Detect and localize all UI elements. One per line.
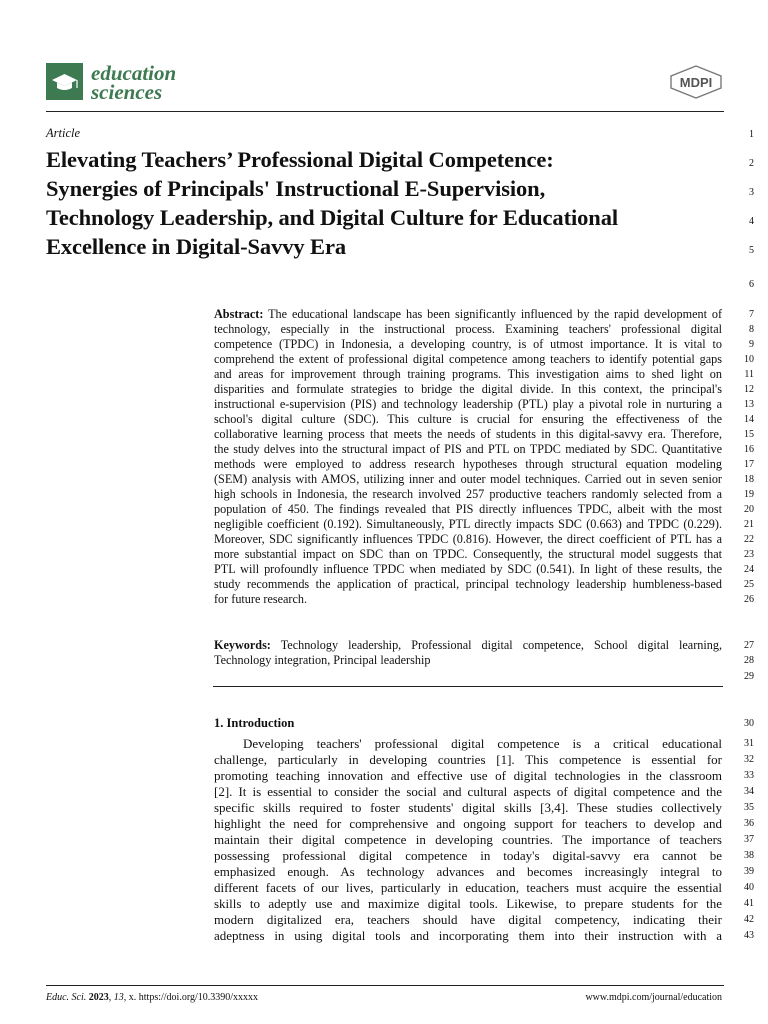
line-number: 14 [744,414,754,425]
journal-name-line1: education [91,61,177,85]
title-line: Excellence in Digital-Savvy Era [46,234,346,259]
abstract-line: the study delves into the structural impact of PIS and PTL on TPDC mediated by SDC. Quantitative [214,442,722,456]
line-number: 15 [744,429,754,440]
abstract-line: population of 450. The findings revealed that PIS directly influences TPDC, albeit with the most [214,502,722,516]
abstract-line: more substantial impact on SDC than on TPDC. Consequently, the structural model suggests that [214,547,722,561]
abstract-line: comprehend the extent of professional digital competence among teachers to identify potential gaps [214,352,722,366]
footer-divider [46,985,724,986]
abstract-line: Moreover, SDC significantly influences TPDC (0.816). However, the direct coefficient of PTL has a [214,532,722,546]
line-number: 39 [744,866,754,877]
abstract-line: disparities and formulate strategies to bridge the digital divide. In this context, the principal's [214,382,722,396]
line-number: 19 [744,489,754,500]
intro-line: possessing professional digital competence in today's digital-savvy era cannot be [214,848,722,863]
abstract-line: instructional e-supervision (PIS) and technology leadership (PTL) play a pivotal role in nurturing a [214,397,722,411]
line-number: 34 [744,786,754,797]
abstract-line: methods were employed to address research hypotheses through structural equation modeling [214,457,722,471]
line-number: 7 [749,309,754,320]
title-line: Technology Leadership, and Digital Culture for Educational [46,205,618,230]
line-number: 31 [744,738,754,749]
line-number: 4 [749,216,754,227]
line-number: 16 [744,444,754,455]
abstract-line: study recommends the application of practical, principal technology leadership humbleness-based [214,577,722,591]
header-divider [46,111,724,112]
abstract-line: PTL will profoundly influence TPDC when mediated by SDC (0.541). In light of these results, the [214,562,722,576]
line-number: 1 [749,129,754,140]
abstract-label: Abstract: [214,307,264,321]
intro-line: maintain their digital competence in developing countries. The importance of teachers [214,832,722,847]
intro-line: specific skills required to foster students' digital skills [3,4]. These studies collectively [214,800,722,815]
article-type-label: Article [46,126,81,140]
title-line: Synergies of Principals' Instructional E-Supervision, [46,176,546,201]
line-number: 24 [744,564,754,575]
line-number: 38 [744,850,754,861]
intro-line: skills to adeptly use and maximize digital tools. Likewise, to prepare students for the [214,896,722,911]
intro-line: [2]. It is essential to consider the social and cultural aspects of digital competence and the [214,784,722,799]
keywords-line: Keywords: Technology leadership, Professional digital competence, School digital learning, [214,638,722,652]
line-number: 23 [744,549,754,560]
journal-logo [46,63,83,100]
abstract-line: negligible coefficient (0.192). Simultaneously, PTL directly impacts SDC (0.663) and TPDC (0.229). [214,517,722,531]
line-number: 37 [744,834,754,845]
line-number: 40 [744,882,754,893]
journal-website-link[interactable]: www.mdpi.com/journal/education [585,992,722,1003]
mdpi-logo [668,65,724,99]
line-number: 41 [744,898,754,909]
line-number: 22 [744,534,754,545]
line-number: 12 [744,384,754,395]
abstract-line: school's digital culture (SDC). This culture is crucial for ensuring the effectiveness of the [214,412,722,426]
line-number: 5 [749,245,754,256]
keywords-divider [213,686,723,687]
intro-line: different facets of our lives, particularly in education, teachers must acquire the essential [214,880,722,895]
abstract-line: high schools in Indonesia, the research involved 257 productive teachers randomly selected from a [214,487,722,501]
line-number: 29 [744,671,754,682]
intro-line: emphasized enough. As technology advances and becomes increasingly integral to [214,864,722,879]
abstract-line: (SEM) analysis with AMOS, utilizing inner and outer model techniques. Carried out in seven senior [214,472,722,486]
intro-line: adeptness in using digital tools and incorporating them into their instruction with a [214,928,722,943]
line-number: 32 [744,754,754,765]
line-number: 13 [744,399,754,410]
intro-line: challenge, particularly in developing countries [1]. This competence is essential for [214,752,722,767]
abstract-line: competence (TPDC) in Indonesia, a developing country, is of utmost importance. It is vital to [214,337,722,351]
intro-line: modern digitalized era, teachers should have digital competency, indicating their [214,912,722,927]
intro-line: promoting teaching innovation and effective use of digital technologies in the classroom [214,768,722,783]
line-number: 17 [744,459,754,470]
line-number: 33 [744,770,754,781]
line-number: 30 [744,718,754,729]
intro-line: Developing teachers' professional digital competence is a critical educational [243,736,722,751]
abstract-line: technology, especially in the instructional process. Examining teachers' professional digital [214,322,722,336]
abstract-line: Abstract: The educational landscape has been significantly influenced by the rapid development of [214,307,723,321]
line-number: 8 [749,324,754,335]
line-number: 21 [744,519,754,530]
abstract-line: for future research. [214,592,308,606]
abstract-line: and areas for improvement through training programs. This investigation aims to shed light on [214,367,722,381]
intro-line: highlight the need for comprehensive and ongoing support for teachers to develop and [214,816,722,831]
line-number: 20 [744,504,754,515]
publisher-name: MDPI [679,75,713,90]
line-number: 3 [749,187,754,198]
keywords-label: Keywords: [214,638,271,652]
line-number: 28 [744,655,754,666]
line-number: 42 [744,914,754,925]
title-line: Elevating Teachers’ Professional Digital Competence: [46,147,554,172]
keywords-line: Technology integration, Principal leadership [214,653,431,667]
citation: Educ. Sci. 2023, 13, x. https://doi.org/10.3390/xxxxx [46,992,259,1003]
line-number: 36 [744,818,754,829]
line-number: 43 [744,930,754,941]
abstract-line: collaborative learning process that meets the needs of students in this digital-savvy era. Therefore, [214,427,722,441]
line-number: 26 [744,594,754,605]
section-heading: 1. Introduction [214,716,295,730]
line-number: 10 [744,354,754,365]
line-number: 18 [744,474,754,485]
graduation-cap-icon [46,63,83,100]
line-number: 6 [749,279,754,290]
journal-name-line2: sciences [91,80,163,104]
line-number: 2 [749,158,754,169]
line-number: 11 [744,369,754,380]
line-number: 9 [749,339,754,350]
line-number: 35 [744,802,754,813]
line-number: 27 [744,640,754,651]
line-number: 25 [744,579,754,590]
